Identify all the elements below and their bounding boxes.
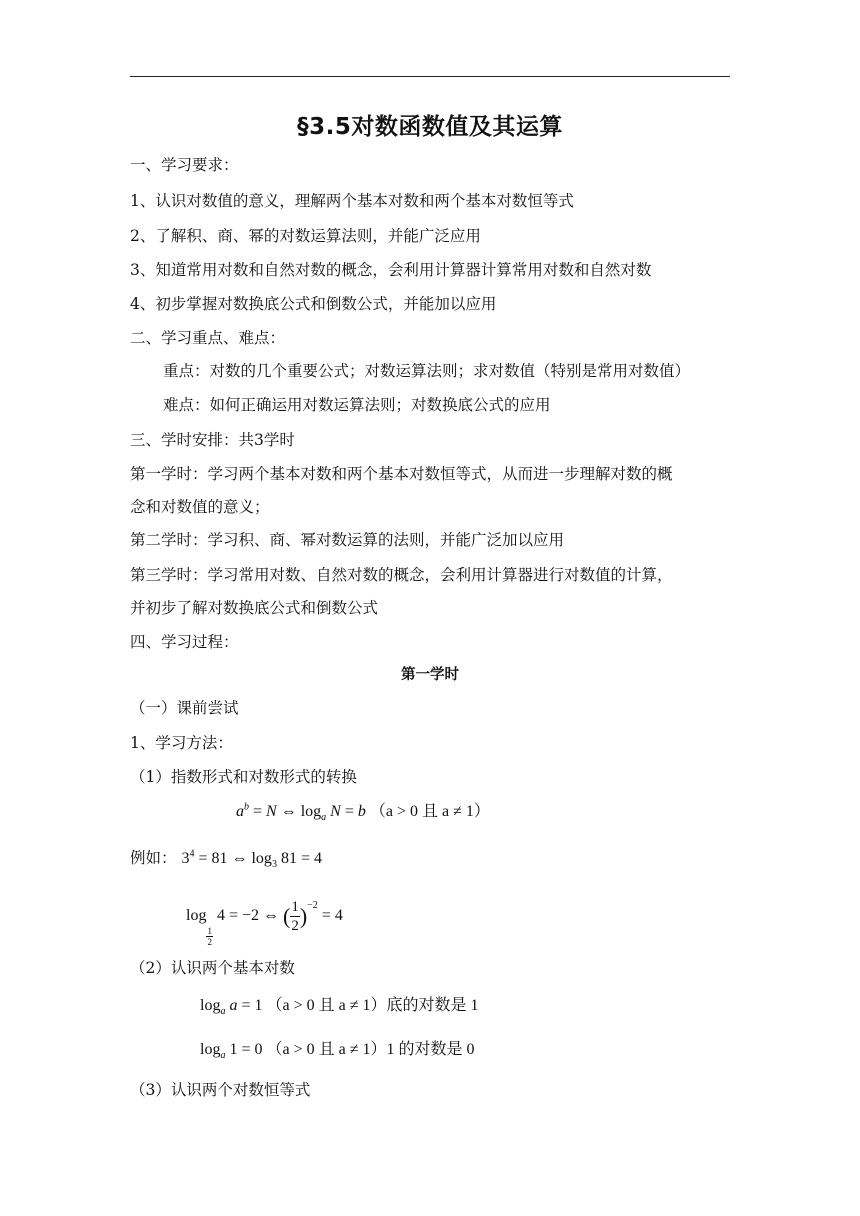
section-heading-requirements: 一、学习要求： — [130, 156, 239, 174]
schedule-lesson1-line2: 念和对数值的意义； — [130, 498, 270, 516]
requirement-item-4: 4、初步掌握对数换底公式和倒数公式，并能加以应用 — [130, 295, 497, 313]
requirement-item-1: 1、认识对数值的意义，理解两个基本对数和两个基本对数恒等式 — [130, 192, 574, 210]
requirement-item-2: 2、了解积、商、幂的对数运算法则，并能广泛应用 — [130, 227, 481, 245]
lesson-heading: 第一学时 — [401, 667, 459, 683]
subheading-identities: （3）认识两个对数恒等式 — [130, 1081, 311, 1099]
key-point-line: 重点：对数的几个重要公式；对数运算法则；求对数值（特别是常用对数值） — [163, 362, 691, 380]
basic-log-rule-2: $\log_a 1 = 0$ （a > 0 且 a ≠ 1）1 的对数是 0 — [200, 1041, 475, 1062]
section-heading-keypoints: 二、学习重点、难点： — [130, 329, 286, 347]
example-line-1: 例如： $3^4 = 81$ ⇔ $\log_3 81 = 4$ — [130, 848, 322, 871]
half-fraction: $\frac{1}{2}$ — [291, 899, 299, 934]
header-rule — [130, 76, 730, 77]
part-heading: （一）课前尝试 — [130, 699, 239, 717]
conversion-formula: $a^b = N$ ⇔ $\log_a N = b$ （a > 0 且 a ≠ 1） — [236, 801, 490, 824]
schedule-lesson1-line1: 第一学时：学习两个基本对数和两个基本对数恒等式，从而进一步理解对数的概 — [130, 465, 673, 483]
log-base-fraction: $\frac{1}{2}$ — [207, 926, 212, 948]
basic-log-rule-1: $\log_a a = 1$ （a > 0 且 a ≠ 1）底的对数是 1 — [200, 997, 479, 1018]
section-heading-process: 四、学习过程： — [130, 633, 239, 651]
difficult-point-line: 难点：如何正确运用对数运算法则；对数换底公式的应用 — [163, 396, 551, 414]
example-line-2: log $\frac{1}{2}$ 4 = −2 ⇔ ( $\frac{1}{2}$ )$^{-2}$ = 4 — [186, 899, 343, 948]
method-heading: 1、学习方法： — [130, 734, 233, 752]
schedule-lesson3-line2: 并初步了解对数换底公式和倒数公式 — [130, 599, 379, 617]
page-title: §3.5对数函数值及其运算 — [297, 114, 563, 140]
schedule-lesson3-line1: 第三学时：学习常用对数、自然对数的概念，会利用计算器进行对数值的计算， — [130, 566, 673, 584]
requirement-item-3: 3、知道常用对数和自然对数的概念，会利用计算器计算常用对数和自然对数 — [130, 261, 652, 279]
subheading-basic-logs: （2）认识两个基本对数 — [130, 959, 295, 977]
schedule-lesson2: 第二学时：学习积、商、幂对数运算的法则，并能广泛加以应用 — [130, 531, 565, 549]
subheading-conversion: （1）指数形式和对数形式的转换 — [130, 768, 357, 786]
section-heading-schedule: 三、学时安排：共3学时 — [130, 431, 295, 449]
